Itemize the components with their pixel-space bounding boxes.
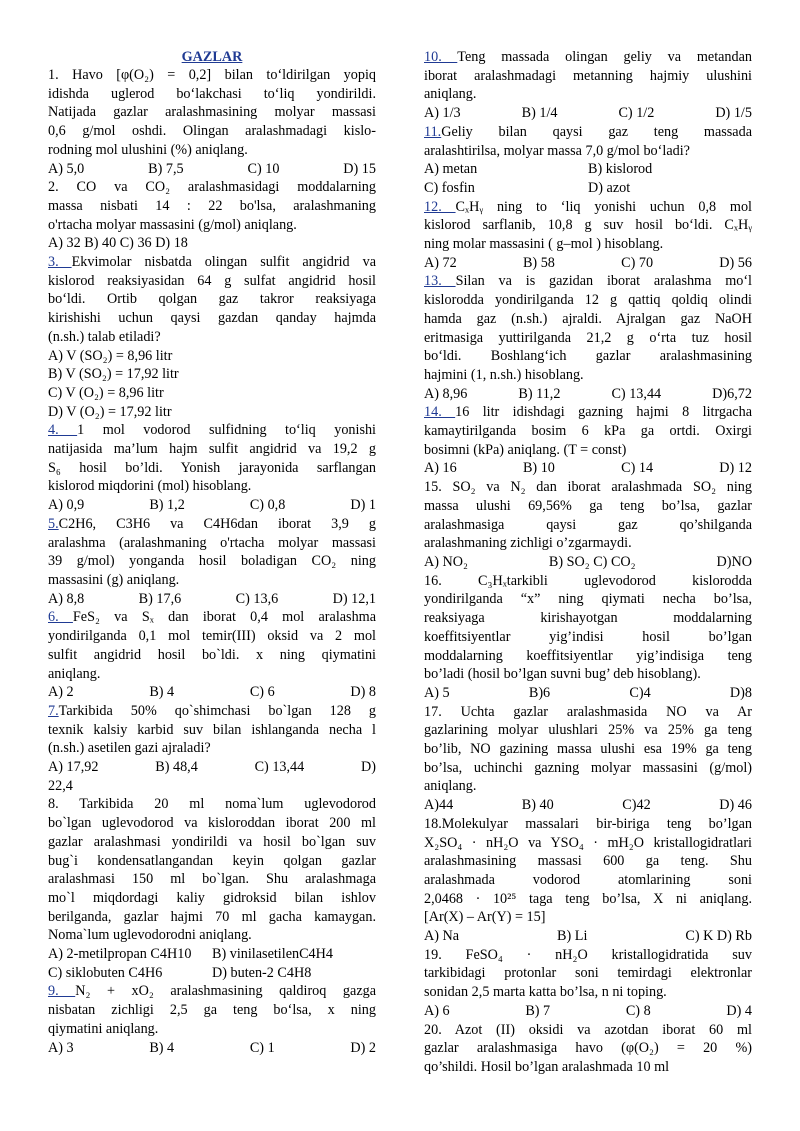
answer-option: B) 40 [521, 797, 554, 814]
question-q18 [424, 815, 752, 946]
answer-option: D) 12,1 [332, 590, 376, 607]
answer-option: B) 48,4 [155, 759, 198, 776]
question-text: 16. C₃Hₓtarkibli uglevodorod kislorodda [424, 572, 752, 589]
question-text: yondirilganda “x” ning qiymati necha bo’lsa, [424, 591, 752, 608]
question-number-link[interactable]: 7. [48, 702, 59, 719]
question-text: CₓHᵧ ning to ‘liq yonishi uchun 0,8 mol [455, 198, 752, 215]
question-text-line [424, 347, 752, 366]
question-text: Noma`lum uglevodorodni aniqlang. [48, 927, 252, 944]
question-number-link[interactable]: 3. [48, 254, 72, 271]
answer-options-row [424, 1002, 752, 1021]
question-text: 15. SO₂ va N₂ dan iborat aralashmada SO₂ ning [424, 479, 752, 496]
question-q1 [48, 66, 376, 178]
answer-option: C) 70 [621, 254, 654, 271]
left-column [48, 48, 376, 1057]
question-text: X₂SO₄ · nH₂O va YSO₄ · mH₂O kristallogidratlari [424, 834, 752, 851]
question-q20 [424, 1021, 752, 1077]
question-text-line [48, 122, 376, 141]
question-text: bo’lib, NO gazining massa ulushi esa 19% ga teng [424, 741, 752, 758]
question-text-line [48, 852, 376, 871]
document-page [48, 48, 752, 1108]
question-text-line [424, 908, 752, 927]
question-text-line [48, 552, 376, 571]
question-number-link[interactable]: 11. [424, 123, 442, 140]
question-text-line [48, 646, 376, 665]
question-q9 [48, 982, 376, 1057]
question-text-line [424, 946, 752, 965]
answer-options-row [48, 590, 376, 609]
question-text: aralashmasining massasi 600 ga teng. Shu [424, 853, 752, 870]
answer-option: A) Na [424, 928, 460, 945]
question-text: bo’ladi (hosil bo’lgan suvni bug’ deb hisoblang). [424, 666, 701, 683]
question-text: 2. CO va CO₂ aralashmasidagi moddalarning [48, 179, 376, 196]
question-text-line [424, 198, 752, 217]
answer-options-row [424, 179, 752, 198]
question-text-line [48, 197, 376, 216]
answer-option: B) 1/4 [521, 105, 558, 122]
question-text: yondirilganda 0,1 mol temir(III) oksid va 2 mol [48, 628, 376, 645]
answer-option-continued: 22,4 [48, 777, 73, 794]
question-q3 [48, 253, 376, 421]
answer-option: B) 58 [522, 254, 555, 271]
question-text-line [48, 66, 376, 85]
question-text: idishda uglerod bo‘lakchasi to‘liq yondirildi. [48, 85, 376, 102]
question-number-link[interactable]: 10. [424, 49, 458, 65]
question-text: massa nisbati 14 : 22 bo'lsa, aralashmaning [48, 197, 376, 214]
question-text-line [424, 516, 752, 535]
question-text: gazlar aralashmasiga havo (φ(O₂) = 20 %) [424, 1040, 752, 1057]
question-text: mo`l miqdordagi kaliy gidroksid bilan ishlov [48, 889, 376, 906]
question-text: Teng massada olingan geliy va metandan [457, 49, 753, 65]
question-text: ning molar massasini ( g–mol ) hisoblang. [424, 236, 664, 253]
answer-options-row [424, 796, 752, 815]
question-text-line [424, 815, 752, 834]
question-text: bug`i kondensatlangandan keyin qolgan gazlar [48, 852, 376, 869]
question-text: 8. Tarkibida 20 ml noma`lum uglevodorod [48, 796, 376, 813]
question-text: aralashmasi 150 ml bo`lgan. Shu aralashmaga [48, 871, 376, 888]
question-text: qiymatini aniqlang. [48, 1020, 159, 1037]
question-text: kislorodda yondirilganda 12 g qattiq qoldiq olindi [424, 292, 752, 309]
question-text-line [48, 459, 376, 478]
question-text: 16 litr idishdagi gazning hajmi 8 litrgacha [455, 404, 752, 421]
question-text-line [424, 1021, 752, 1040]
question-text-line [424, 366, 752, 385]
answer-option: C)4 [629, 684, 651, 701]
answer-option: A) 2 [48, 684, 74, 701]
answer-options-row [48, 758, 376, 777]
question-text-line [48, 253, 376, 272]
question-text-line [48, 665, 376, 684]
answer-options-row [424, 459, 752, 478]
question-text: Natijada gazlar aralashmasining molyar massasi [48, 104, 376, 121]
answer-options-row [424, 104, 752, 123]
question-number-link[interactable]: 12. [424, 198, 456, 215]
question-text-line [48, 833, 376, 852]
answer-options-row [424, 684, 752, 703]
question-text-line [48, 1001, 376, 1020]
question-number-link[interactable]: 6. [48, 609, 73, 626]
question-text: gazlarining molyar ulushlari 25% va 25% ga teng [424, 722, 752, 739]
question-q15 [424, 478, 752, 572]
question-text-line [48, 328, 376, 347]
question-text: bo‘ldi. Ortib qolgan gaz takror reaksiyaga [48, 291, 376, 308]
question-text: (n.sh.) talab etiladi? [48, 328, 161, 345]
answer-option: D) V (O₂) = 17,92 litr [48, 403, 172, 420]
question-text-line [424, 235, 752, 254]
answer-option: A) 3 [48, 1039, 74, 1056]
question-text-line [424, 590, 752, 609]
question-text-line [424, 777, 752, 796]
question-text: S₆ hosil bo’ldi. Yonish jarayonida sarflangan [48, 459, 376, 476]
question-text: aniqlang. [424, 86, 477, 103]
question-text: bo‘ldi. Boshlang‘ich gazlar aralashmasining [424, 348, 752, 365]
question-text: aniqlang. [424, 778, 477, 795]
question-text: Geliy bilan qaysi gaz teng massada [441, 123, 752, 140]
question-text: 1. Havo [φ(O₂) = 0,2] bilan to‘ldirilgan yopiq [48, 67, 376, 83]
question-text-line [424, 329, 752, 348]
question-number-link[interactable]: 9. [48, 983, 76, 1000]
answer-option: A) 1/3 [424, 105, 461, 122]
answer-option: A) 2-metilpropan C4H10 [48, 946, 192, 963]
question-text-line [48, 290, 376, 309]
answer-option: C) fosfin [424, 179, 475, 196]
question-text: aralashma (aralashmaning o'rtacha molyar massasi [48, 534, 376, 551]
question-text: aralashmaning zichligi o’zgarmaydi. [424, 535, 632, 552]
question-number-link[interactable]: 13. [424, 273, 456, 290]
question-text: kislorod miqdorini (mol) hisoblang. [48, 478, 252, 495]
answer-option: D) azot [588, 179, 631, 196]
answer-option: B) V (SO₂) = 17,92 litr [48, 366, 179, 383]
answer-option: A) NO₂ [424, 553, 468, 570]
answer-option: A) 5 [424, 684, 450, 701]
answer-options-row [424, 385, 752, 404]
question-text-line [424, 534, 752, 553]
question-text: gazlar aralashmasi yondirildi va hosil bo`lgan suv [48, 833, 376, 850]
question-text: kirishishi uchun qaysi gazdan qanday hajmda [48, 310, 376, 327]
answer-option: A) V (SO₂) = 8,96 litr [48, 347, 173, 364]
question-text: bo’lsa, uchinchi gazning molyar massasini (g/mol) [424, 759, 752, 776]
answer-option: A) 6 [424, 1002, 450, 1019]
question-text-line [424, 272, 752, 291]
answer-option: D) 12 [719, 460, 752, 477]
question-text: 2,0468 · 10²⁵ taga teng bo’lsa, X ni aniqlang. [424, 890, 752, 907]
question-text-line [424, 441, 752, 460]
question-text: FeS₂ va Sₓ dan iborat 0,4 mol aralashma [72, 609, 377, 626]
answer-options-row [48, 160, 376, 179]
question-text: C2H6, C3H6 va C4H6dan iborat 3,9 g [58, 515, 376, 532]
question-text: qo’shildi. Hosil bo’lgan aralashmada 10 ml [424, 1058, 670, 1075]
question-text: bo`lgan uglevodorod va kisloroddan iborat 200 ml [48, 815, 376, 832]
question-text-line [424, 422, 752, 441]
question-text-line [424, 609, 752, 628]
question-text: 1 mol vodorod sulfidning to‘liq yonishi [77, 422, 377, 439]
question-text-line [48, 178, 376, 197]
question-text: rodning mol ulushini (%) aniqlang. [48, 141, 248, 158]
question-text-line [424, 740, 752, 759]
question-q2 [48, 178, 376, 253]
question-text-line [424, 123, 752, 142]
answer-option: A) 8,8 [48, 590, 85, 607]
question-q16 [424, 572, 752, 703]
question-text-line [48, 739, 376, 758]
question-text-line [424, 48, 752, 67]
question-text-line [48, 85, 376, 104]
question-text-line [424, 964, 752, 983]
question-text: bosimni (kPa) aniqlang. (T = const) [424, 441, 627, 458]
question-text: N₂ + xO₂ aralashmasining qaldiroq gazga [75, 983, 377, 1000]
question-text-line [48, 515, 376, 534]
question-text-line [48, 926, 376, 945]
question-number-link[interactable]: 5. [48, 515, 59, 532]
question-text: moddalarning koeffitsiyentlar yig’indisiga teng [424, 647, 752, 664]
answer-option: D) [361, 759, 376, 776]
question-text: [Ar(X) – Ar(Y) = 15] [424, 909, 546, 926]
question-q12 [424, 198, 752, 273]
question-text-line [424, 665, 752, 684]
answer-option: B) Li [557, 928, 588, 945]
right-column [424, 48, 752, 1077]
question-q19 [424, 946, 752, 1021]
question-text-line [424, 142, 752, 161]
answer-option: D) 56 [719, 254, 752, 271]
answer-option: D) 4 [726, 1002, 752, 1019]
question-text: aralashmasiga qaysi gaz qo’shilganda [424, 516, 752, 533]
question-text: kislorod sarflanib, 10,8 g suv hosil bo‘ldi. CₓHᵧ [424, 217, 752, 234]
answer-option: D) 2 [350, 1039, 376, 1056]
question-text: berilganda, gazlar hajmi 70 ml gacha kamaygan. [48, 908, 376, 925]
question-text-line [424, 85, 752, 104]
answer-option: B) 11,2 [518, 385, 561, 402]
question-text: massa ulushi 69,56% ga teng bo’lsa, gazlar [424, 497, 752, 514]
question-text: Ekvimolar nisbatda olingan sulfit angidrid va [71, 254, 376, 271]
answer-options-line: A) 32 B) 40 C) 36 D) 18 [48, 235, 188, 252]
answer-option: A) 0,9 [48, 497, 85, 514]
answer-option: C) K D) Rb [685, 928, 752, 945]
question-text-line [424, 310, 752, 329]
question-text-line [424, 478, 752, 497]
answer-option: B) kislorod [588, 161, 653, 178]
answer-options-row [48, 945, 376, 964]
answer-option: D)8 [729, 684, 752, 701]
question-text-line [48, 1020, 376, 1039]
answer-option: A) metan [424, 161, 478, 178]
answer-option: B) 7 [525, 1002, 551, 1019]
answer-option: C) 0,8 [249, 497, 286, 514]
answer-option: D) 8 [350, 684, 376, 701]
question-text: Silan va is gazidan iborat aralashma mo‘l [455, 273, 753, 290]
page-title: GAZLAR [181, 49, 243, 65]
answer-option: D)NO [716, 553, 752, 570]
question-text-line [48, 421, 376, 440]
answer-option: B) SO₂ C) CO₂ [548, 553, 636, 570]
question-text: tarkibidagi protonlar soni temirdagi elektronlar [424, 965, 752, 982]
question-text-line [424, 67, 752, 86]
question-text-line [48, 216, 376, 235]
question-text-line [48, 534, 376, 553]
question-text-line [424, 983, 752, 1002]
question-text-line [48, 309, 376, 328]
question-q6 [48, 608, 376, 702]
answer-option: C) 1 [249, 1039, 275, 1056]
question-text: nisbatan zichligi 2,5 ga teng bo‘lsa, x ning [48, 1002, 376, 1019]
question-text-line [48, 982, 376, 1001]
question-number-link[interactable]: 14. [424, 404, 456, 421]
answer-options-row [424, 553, 752, 572]
answer-option: B) 1,2 [149, 497, 185, 514]
answer-option: C) siklobuten C4H6 [48, 964, 163, 981]
question-text: kamaytirilganda bosim 6 kPa ga ortdi. Oxirgi [424, 423, 752, 440]
answer-options-row [424, 927, 752, 946]
question-text: massasini (g) aniqlang. [48, 571, 180, 588]
question-text-line [48, 795, 376, 814]
question-text: aralashmada vodorod atomlarining soni [424, 871, 752, 888]
question-text-line [424, 1058, 752, 1077]
answer-options-row [48, 496, 376, 515]
question-q8 [48, 795, 376, 982]
question-text: 18.Molekulyar massalari bir-biriga teng bo’lgan [424, 815, 752, 832]
question-text-line [48, 141, 376, 160]
answer-option: A) 5,0 [48, 160, 85, 177]
question-text: koeffitsiyentlar yig’indisi hosil bo’lgan [424, 628, 752, 645]
question-text-line [48, 889, 376, 908]
answer-option: B) 4 [149, 1039, 175, 1056]
answer-option: C) 8 [625, 1002, 651, 1019]
answer-option: B)6 [528, 684, 551, 701]
answer-option: D) 1 [350, 497, 376, 514]
question-text-line [424, 628, 752, 647]
question-text-line [48, 571, 376, 590]
answer-option: C) 13,44 [611, 385, 662, 402]
answer-option: A)44 [424, 797, 454, 814]
answer-option: C)42 [622, 797, 651, 814]
question-text-line [48, 814, 376, 833]
question-text: 17. Uchta gazlar aralashmasida NO va Ar [424, 703, 752, 720]
answer-options-row [48, 964, 376, 983]
answer-option: B) 4 [149, 684, 175, 701]
question-q4 [48, 421, 376, 515]
question-text: 0,6 g/mol oshdi. Olingan aralashmadagi kislo- [48, 123, 376, 140]
question-text-line [424, 291, 752, 310]
question-text-line [424, 759, 752, 778]
question-text: Tarkibida 50% qo`shimchasi bo`lgan 128 g [58, 702, 376, 719]
answer-options-row [48, 683, 376, 702]
question-text-line [48, 477, 376, 496]
answer-option: C) 13,6 [235, 590, 279, 607]
answer-option: D) 15 [343, 160, 376, 177]
question-text-line [424, 497, 752, 516]
question-text-line [424, 834, 752, 853]
answer-option: C) 6 [249, 684, 275, 701]
question-text-line [48, 627, 376, 646]
question-text-line [424, 871, 752, 890]
answer-option: D) 1/5 [715, 105, 752, 122]
question-text-line [424, 890, 752, 909]
question-q7 [48, 702, 376, 796]
question-text-line [48, 608, 376, 627]
question-text: (n.sh.) asetilen gazi ajraladi? [48, 740, 211, 757]
question-text: 19. FeSO₄ · nH₂O kristallogidratida suv [424, 946, 752, 963]
answer-options-row [424, 254, 752, 273]
question-text: o'rtacha molyar massasini (g/mol) aniqlang. [48, 216, 297, 233]
question-text: reaksiyaga kirishayotgan moddalarning [424, 610, 752, 627]
question-q14 [424, 403, 752, 478]
answer-option: B) 7,5 [148, 160, 184, 177]
question-text-line [48, 908, 376, 927]
question-text-line [424, 647, 752, 666]
question-q13 [424, 272, 752, 403]
answer-options-row [48, 1039, 376, 1058]
question-text: 20. Azot (II) oksidi va azotdan iborat 60 ml [424, 1021, 752, 1038]
answer-option: C) 13,44 [254, 759, 305, 776]
question-text-line [48, 702, 376, 721]
answer-option: D) 46 [719, 797, 752, 814]
question-text: texnik kalsiy karbid suv bilan ishlanganda necha l [48, 721, 376, 738]
question-number-link[interactable]: 4. [48, 422, 78, 439]
question-text: sulfit angidrid hosil bo`ldi. x ning qiymatini [48, 646, 376, 663]
answer-option: A) 8,96 [424, 385, 468, 402]
question-text: sonidan 2,5 marta katta bo’lsa, n ni toping. [424, 984, 667, 1001]
question-text-line [424, 703, 752, 722]
answer-option: A) 16 [424, 460, 457, 477]
answer-option: A) 17,92 [48, 759, 99, 776]
answer-option: B) 10 [522, 460, 555, 477]
answer-option: C) 1/2 [618, 105, 655, 122]
question-q10 [424, 48, 752, 123]
question-text-line [424, 721, 752, 740]
question-text: kislorod reaksiyasidan 64 g sulfat angidrid hosil [48, 272, 376, 289]
answer-option: C) 10 [247, 160, 280, 177]
question-text: hamda gaz (n.sh.) ajraldi. Ajralgan gaz NaOH [424, 310, 752, 327]
answer-option: C) 14 [621, 460, 654, 477]
question-q17 [424, 703, 752, 815]
question-text-line [424, 1039, 752, 1058]
question-text-line [48, 440, 376, 459]
question-text: aralashtirilsa, molyar massa 7,0 g/mol bo‘ladi? [424, 142, 690, 159]
question-text: natijasida ma’lum hajm sulfit angidrid va 19,2 g [48, 441, 376, 458]
question-text-line [424, 852, 752, 871]
answer-option: B) vinilasetilenC4H4 [212, 946, 333, 963]
answer-options-row [424, 160, 752, 179]
question-text-line [424, 403, 752, 422]
question-text-line [424, 572, 752, 591]
question-q5 [48, 515, 376, 609]
question-text-line [48, 103, 376, 122]
question-text: hajmini (1, n.sh.) hisoblang. [424, 366, 584, 383]
answer-option: D) buten-2 C4H8 [212, 964, 312, 981]
question-text-line [48, 272, 376, 291]
answer-option: D)6,72 [712, 385, 752, 402]
question-text: iborat aralashmadagi metanning hajmiy ulushini [424, 67, 752, 84]
question-text: aniqlang. [48, 665, 101, 682]
answer-option: B) 17,6 [138, 590, 182, 607]
question-text: 39 g/mol) yonganda hosil boladigan CO₂ ning [48, 553, 376, 570]
question-q11 [424, 123, 752, 198]
question-text-line [424, 216, 752, 235]
question-text-line [48, 870, 376, 889]
question-text-line [48, 721, 376, 740]
question-text: eritmasiga yuttirilganda 21,2 g o‘rta tuz hosil [424, 329, 752, 346]
answer-option: A) 72 [424, 254, 457, 271]
answer-option: C) V (O₂) = 8,96 litr [48, 384, 164, 401]
